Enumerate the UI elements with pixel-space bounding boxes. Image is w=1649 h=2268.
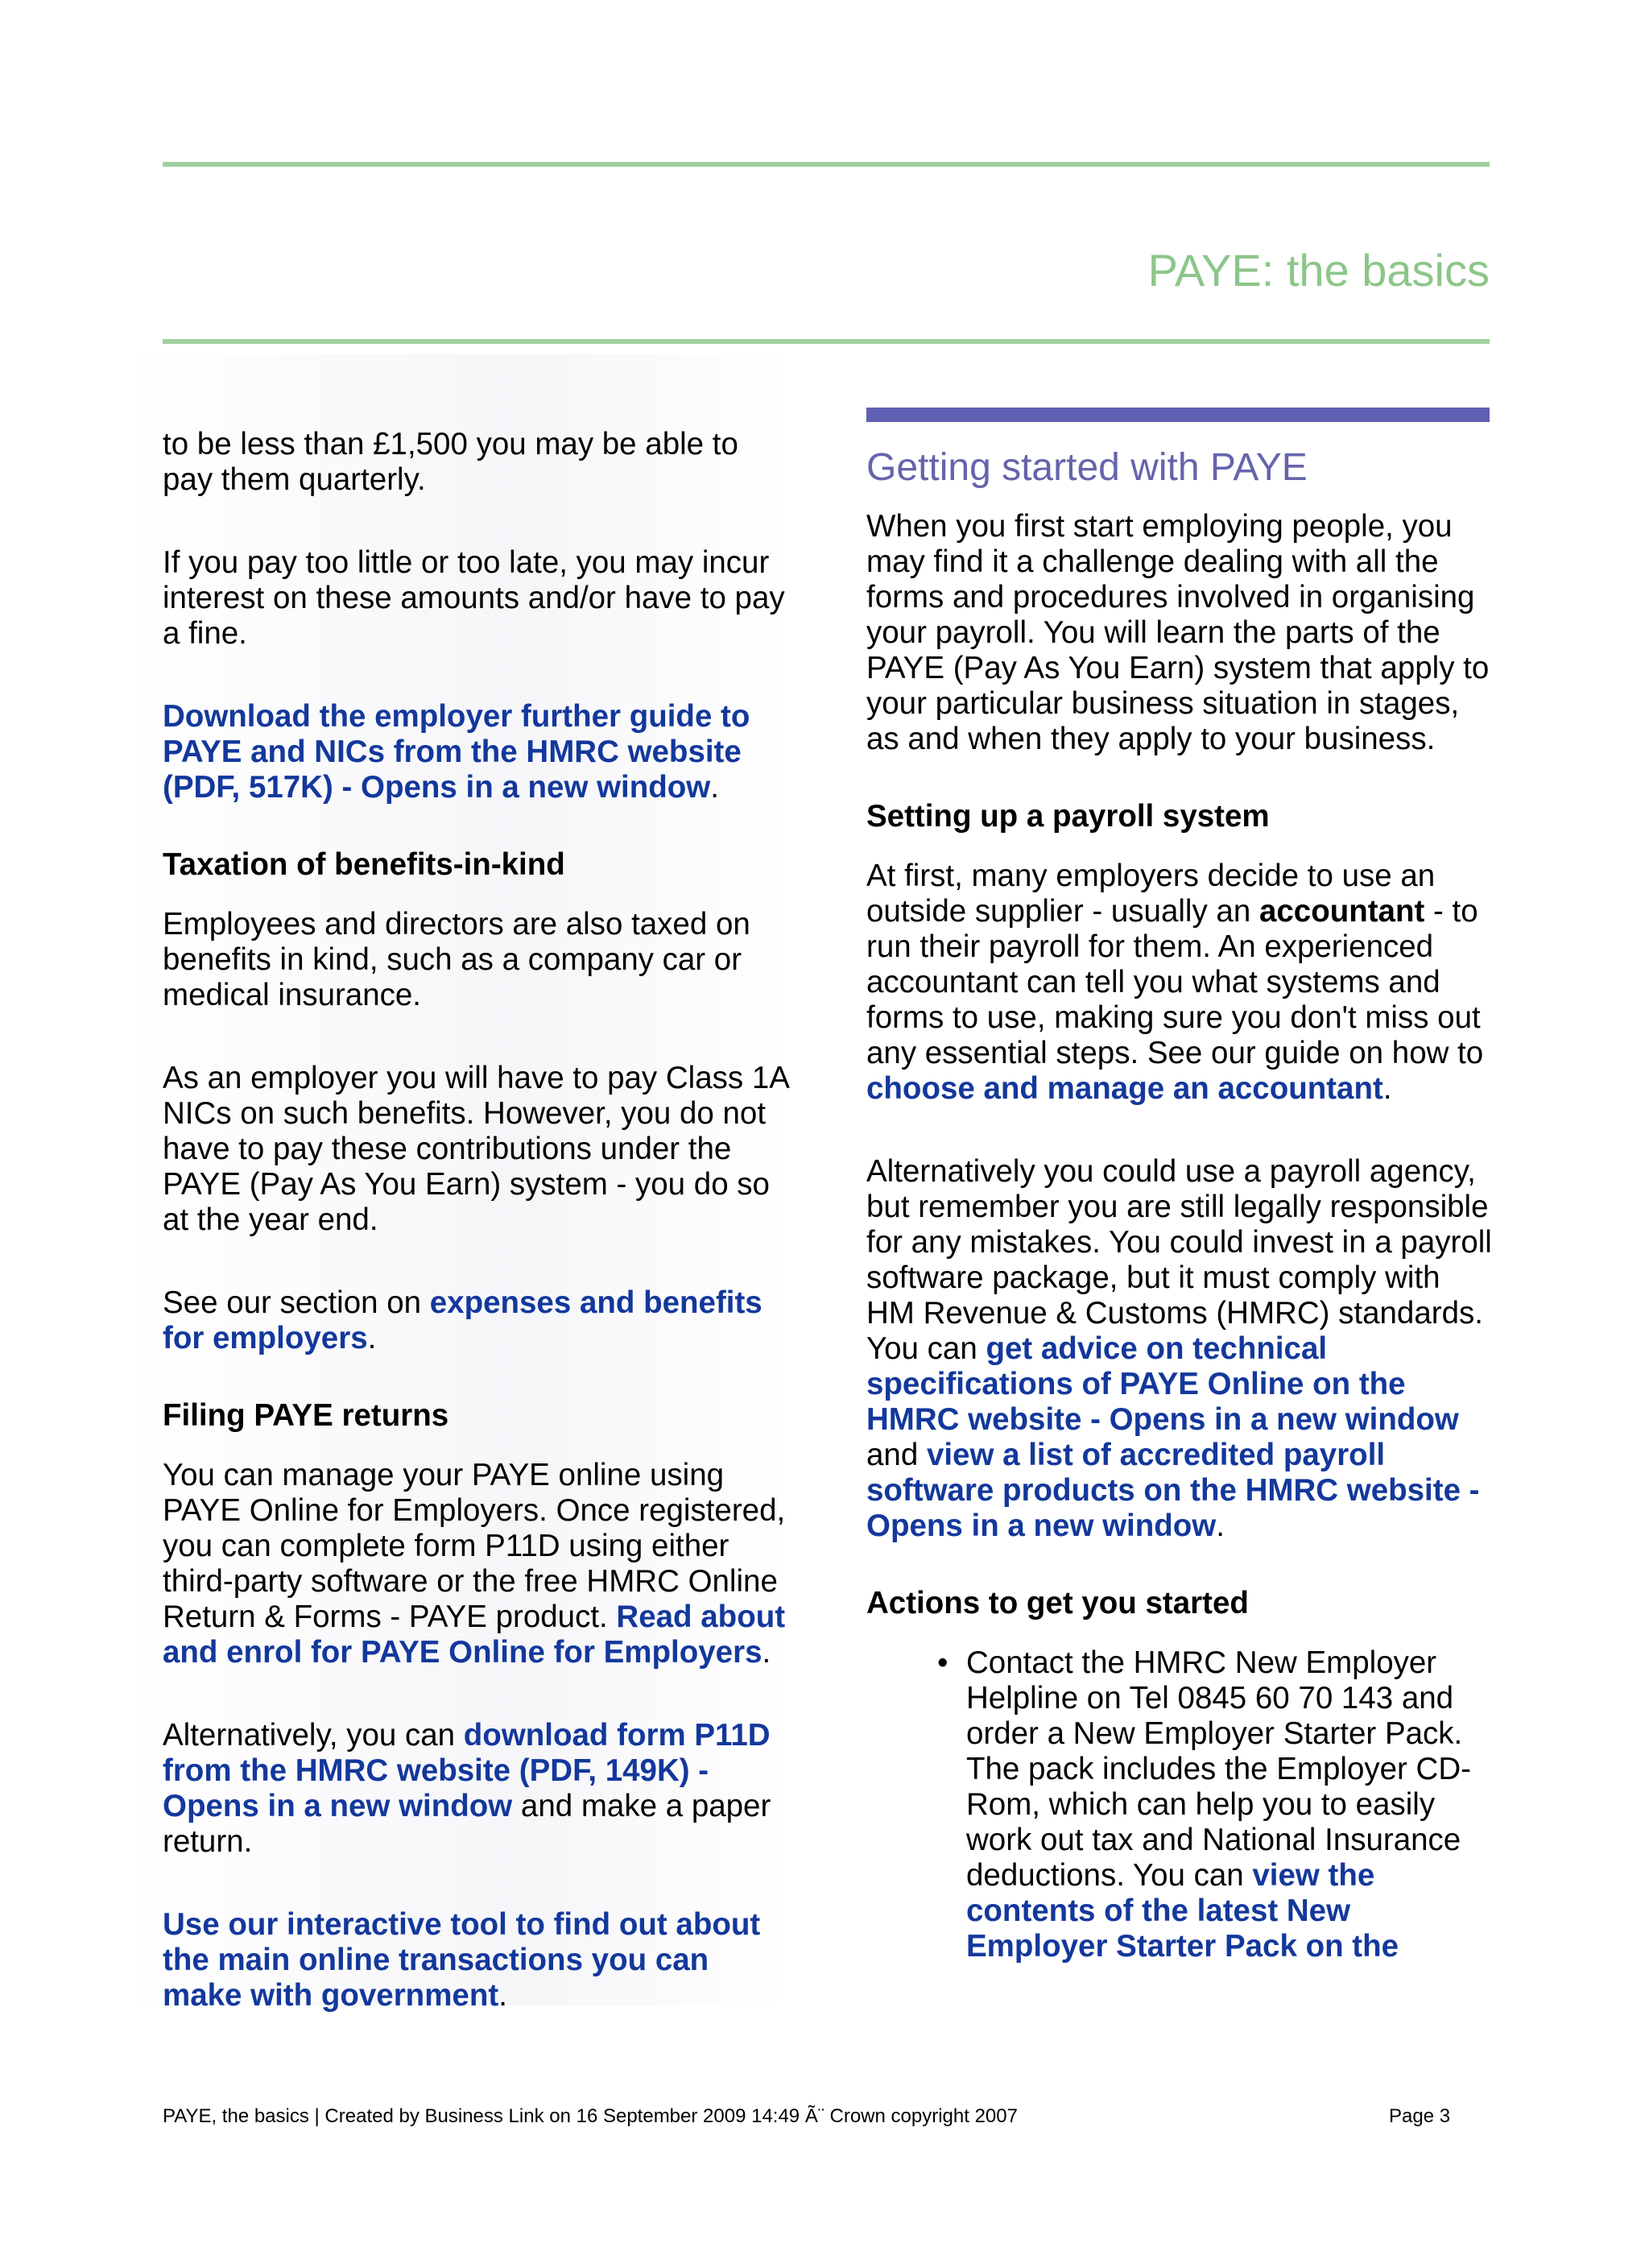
right-column bbox=[866, 408, 1494, 1964]
paper-return-outro: and make a paper return. bbox=[163, 1789, 771, 1859]
helpline-text: Contact the HMRC New Employer Helpline on Tel 0845 60 70 143 and order a New Employer Starter Pack. The pack includes the Employer CD-Rom, which can help you to easily work out tax and National Insurance deductions. You can bbox=[966, 1645, 1471, 1893]
paragraph-interactive-tool bbox=[163, 1907, 789, 2013]
page-title: PAYE: the basics bbox=[1147, 245, 1490, 296]
period: . bbox=[1382, 1071, 1392, 1106]
header-rule-bottom bbox=[163, 339, 1490, 344]
paragraph-accountant bbox=[866, 859, 1494, 1107]
download-guide-link[interactable]: Download the employer further guide to PAYE and NICs from the HMRC website (PDF, 517K) - Opens in a new window bbox=[163, 699, 750, 805]
interactive-tool-link[interactable]: Use our interactive tool to find out about the main online transactions you can make with government bbox=[163, 1907, 761, 2013]
paragraph-quarterly: to be less than £1,500 you may be able to pay them quarterly. bbox=[163, 427, 738, 497]
paper-return-intro: Alternatively, you can bbox=[163, 1718, 464, 1753]
paragraph-class-1a: As an employer you will have to pay Class 1A NICs on such benefits. However, you do not have to pay these contributions under the PAYE (Pay As You Earn) system - you do so at the year end. bbox=[163, 1061, 788, 1237]
see-section-text: See our section on bbox=[163, 1285, 430, 1320]
technical-specs-link[interactable]: get advice on technical specifications of PAYE Online on the HMRC website - Opens in a new window bbox=[866, 1331, 1459, 1437]
actions-list bbox=[866, 1645, 1494, 1964]
accountant-middle: - to run their payroll for them. An experienced accountant can tell you what systems and forms to use, making sure you don't miss out any essential steps. See our guide on how to bbox=[866, 894, 1484, 1070]
choose-accountant-link[interactable]: choose and manage an accountant bbox=[866, 1071, 1383, 1106]
enrol-paye-online-link[interactable]: Read about and enrol for PAYE Online for Employers bbox=[163, 1600, 786, 1670]
footer-text: PAYE, the basics | Created by Business Link on 16 September 2009 14:49 Ã¨ Crown copyright 2007 bbox=[163, 2105, 1018, 2127]
accredited-software-link[interactable]: view a list of accredited payroll software products on the HMRC website - Opens in a new window bbox=[866, 1438, 1480, 1543]
bullet: • bbox=[937, 1645, 948, 1680]
period: . bbox=[498, 1978, 507, 2013]
heading-filing-returns: Filing PAYE returns bbox=[163, 1398, 449, 1433]
starter-pack-link[interactable]: view the contents of the latest New Employer Starter Pack on the bbox=[966, 1858, 1399, 1964]
paragraph-getting-started: When you first start employing people, you may find it a challenge dealing with all the forms and procedures involved in organising your payroll. You will learn the parts of the PAYE (Pay As You Earn) system that apply to your particular business situation in stages, as and when they apply to your business. bbox=[866, 509, 1490, 756]
period: . bbox=[367, 1321, 377, 1355]
section-bar bbox=[866, 408, 1490, 422]
period: . bbox=[710, 770, 719, 805]
paragraph-paye-online bbox=[163, 1458, 789, 1670]
paye-online-text: You can manage your PAYE online using PAYE Online for Employers. Once registered, you can complete form P11D using either third-party software or the free HMRC Online Return & Forms - PAYE product. bbox=[163, 1458, 786, 1634]
heading-actions: Actions to get you started bbox=[866, 1586, 1249, 1620]
accountant-intro: At first, many employers decide to use an outside supplier - usually an bbox=[866, 859, 1436, 929]
and-text: and bbox=[866, 1438, 927, 1472]
paragraph-see-section bbox=[163, 1285, 789, 1356]
header-rule-top bbox=[163, 162, 1490, 167]
heading-payroll-system: Setting up a payroll system bbox=[866, 799, 1270, 834]
paragraph-paper-return bbox=[163, 1718, 789, 1860]
section-heading: Getting started with PAYE bbox=[866, 446, 1308, 489]
paragraph-payroll-agency bbox=[866, 1154, 1494, 1544]
payroll-agency-text: Alternatively you could use a payroll agency, but remember you are still legally responsible for any mistakes. You could invest in a payroll software package, but it must comply with HM Revenue & Customs (HMRC) standards. You can bbox=[866, 1154, 1492, 1366]
page-number: Page 3 bbox=[1389, 2105, 1451, 2127]
left-column bbox=[121, 354, 789, 2013]
accountant-bold: accountant bbox=[1258, 894, 1425, 929]
download-p11d-link[interactable]: download form P11D from the HMRC website (PDF, 149K) - Opens in a new window bbox=[163, 1718, 771, 1823]
period: . bbox=[762, 1635, 771, 1670]
paragraph-download-guide bbox=[163, 699, 789, 805]
expenses-benefits-link[interactable]: expenses and benefits for employers bbox=[163, 1285, 763, 1355]
paragraph-benefits: Employees and directors are also taxed on benefits in kind, such as a company car or medical insurance. bbox=[163, 907, 750, 1012]
list-item bbox=[866, 1645, 1494, 1964]
paragraph-late-payment: If you pay too little or too late, you may incur interest on these amounts and/or have to pay a fine. bbox=[163, 545, 785, 651]
period: . bbox=[1216, 1509, 1225, 1543]
heading-benefits-in-kind: Taxation of benefits-in-kind bbox=[163, 847, 565, 882]
